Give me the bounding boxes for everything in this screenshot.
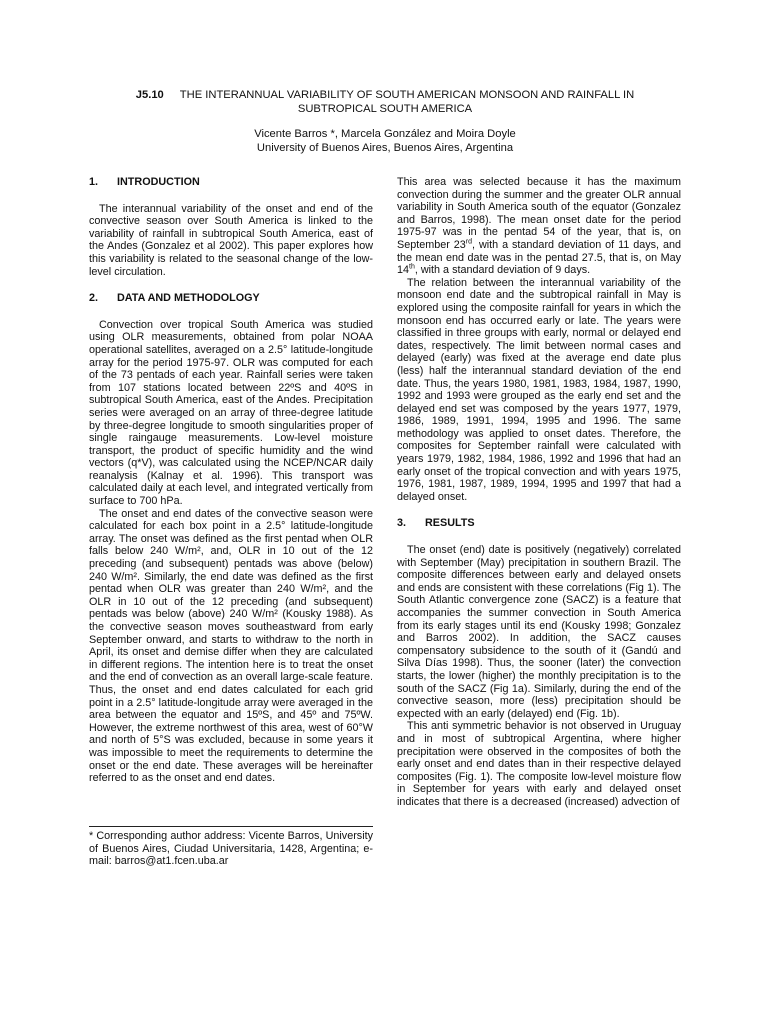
title-row (90, 88, 680, 102)
footnote-rule (89, 826, 373, 827)
paper-id: J5.10 (135, 89, 164, 101)
results-paragraph-1: The onset (end) date is positively (negatively) correlated with September (May) precipitation in southern Brazil. The composite differences between early and delayed onsets and ends are consistent with these correlations (Fig 1). The South Atlantic convergence zone (SACZ) is a feature that accompanies the summer convection in South America from its early stages until its end (Kousky 1998; Gonzalez and Barros 2002). In addition, the SACZ causes compensatory subsidence to the south of it (Gandú and Silva Días 1998). Thus, the sooner (later) the convection starts, the lower (higher) the monthly precipitation is to the south of the SACZ (Fig 1a). Similarly, during the end of the convective season, more (less) precipitation should be expected with an early (delayed) end (Fig. 1b). (397, 544, 681, 720)
title-line-1: THE INTERANNUAL VARIABILITY OF SOUTH AMERICAN MONSOON AND RAINFALL IN (179, 89, 635, 101)
title-line-2: SUBTROPICAL SOUTH AMERICA (297, 103, 473, 115)
right-paragraph-2: The relation between the interannual variability of the monsoon end date and the subtropical rainfall in May is explored using the composite rainfall for years in which the monsoon end has occurred early or late. The years were classified in three groups with early, normal or delayed end dates, respectively. The limit between normal cases and delayed (early) was fixed at the average end date plus (less) half the interannual standard deviation of the end date. Thus, the years 1980, 1981, 1983, 1984, 1987, 1990, 1992 and 1993 were grouped as the early end set and the delayed end set was composed by the years 1977, 1979, 1986, 1989, 1991, 1994, 1995 and 1996. The same methodology was applied to onset dates. Therefore, the composites for September rainfall were calculated with years 1979, 1982, 1984, 1986, 1992 and 1996 that had an early onset of the tropical convection and with years 1975, 1976, 1981, 1987, 1989, 1994, 1995 and 1997 that had a delayed onset. (397, 276, 681, 503)
title-block (90, 88, 680, 116)
section-title: DATA AND METHODOLOGY (117, 292, 260, 305)
left-column (89, 176, 373, 785)
section-number: 1. (89, 176, 99, 188)
affiliation: University of Buenos Aires, Buenos Aires, Argentina (256, 142, 514, 154)
section-title: RESULTS (425, 517, 475, 530)
section-number: 3. (397, 517, 407, 530)
data-paragraph-2: The onset and end dates of the convective season were calculated for each box point in a 2.5° latitude-longitude array. The onset was defined as the first pentad when OLR falls below 240 W/m², and, OLR in 10 out of the 12 preceding (and subsequent) pentads was above (below) 240 W/m². Similarly, the end date was defined as the first pentad when OLR was greater than 240 W/m², and the OLR in 10 out of the 12 preceding (and subsequent) pentads was below (above) 240 W/m² (Kousky 1988). As the convective season moves southeastward from early September onward, and starts to withdraw to the north in April, its onset and demise differ when they are calculated in different regions. The intention here is to treat the onset and the end of convection as an overall large-scale feature. Thus, the onset and end dates calculated for each grid point in a 2.5° latitude-longitude array were averaged in the area between the equator and 15ºS, and 45º and 75ºW. However, the extreme northwest of this area, west of 60°W and north of 5°S was excluded, because in some years it was impossible to meet the requirements to determine the onset or the end date. These averages will be hereinafter referred to as the onset and end dates. (89, 507, 373, 785)
text-run: This area was selected because it has the maximum convection during the summer and the greater OLR annual variability in South America south of the equator (Gonzalez and Barros, 1998). The mean onset date for the period 1975-97 was in the pentad 54 of the year, that is, on September 23 (397, 176, 681, 251)
section-number: 2. (89, 292, 99, 305)
intro-paragraph: The interannual variability of the onset and end of the convective season over South America is linked to the variability of rainfall in subtropical South America, east of the Andes (Gonzalez et al 2002). This paper explores how this variability is related to the seasonal change of the low-level circulation. (89, 202, 373, 278)
data-paragraph-1: Convection over tropical South America was studied using OLR measurements, obtained from polar NOAA operational satellites, averaged on a 2.5° latitude-longitude array for the period 1975-97. OLR was computed for each of the 73 pentads of each year. Rainfall series were taken from 107 stations located between 22ºS and 40ºS in subtropical South America, east of the Andes. Precipitation series were averaged on an array of three-degree latitude by three-degree longitude to smooth singularities proper of single raingauge measurements. Low-level moisture transport, the product of specific humidity and the wind vectors (q*V), was calculated using the NCEP/NCAR daily reanalysis (Kalnay et al. 1996). This transport was calculated daily at each level, and integrated vertically from surface to 700 hPa. (89, 318, 373, 508)
text-run: , with a standard deviation of 9 days. (414, 264, 591, 277)
section-heading-introduction (89, 176, 373, 189)
footnote: * Corresponding author address: Vicente Barros, University of Buenos Aires, Ciudad Universitaria, 1428, Argentina; e-mail: barros@at1.fcen.uba.ar (89, 830, 373, 868)
section-heading-results (397, 517, 681, 530)
superscript: rd (465, 238, 472, 246)
right-column (397, 176, 681, 809)
superscript: th (409, 263, 415, 271)
text-run: , with a standard deviation of 11 days, and the mean end date was in the pentad 27.5, that is, on May 14 (397, 238, 681, 277)
author-block (90, 127, 680, 155)
section-title: INTRODUCTION (117, 176, 200, 188)
right-paragraph-1 (397, 176, 681, 277)
results-paragraph-2: This anti symmetric behavior is not observed in Uruguay and in most of subtropical Argentina, where higher precipitation were observed in the composites of both the early onset and end dates than in their respective delayed composites (Fig. 1). The composite low-level moisture flow in September for years with early and delayed onset indicates that there is a decreased (increased) advection of (397, 720, 681, 808)
section-heading-data-methodology (89, 292, 373, 305)
authors: Vicente Barros *, Marcela González and Moira Doyle (254, 128, 516, 140)
